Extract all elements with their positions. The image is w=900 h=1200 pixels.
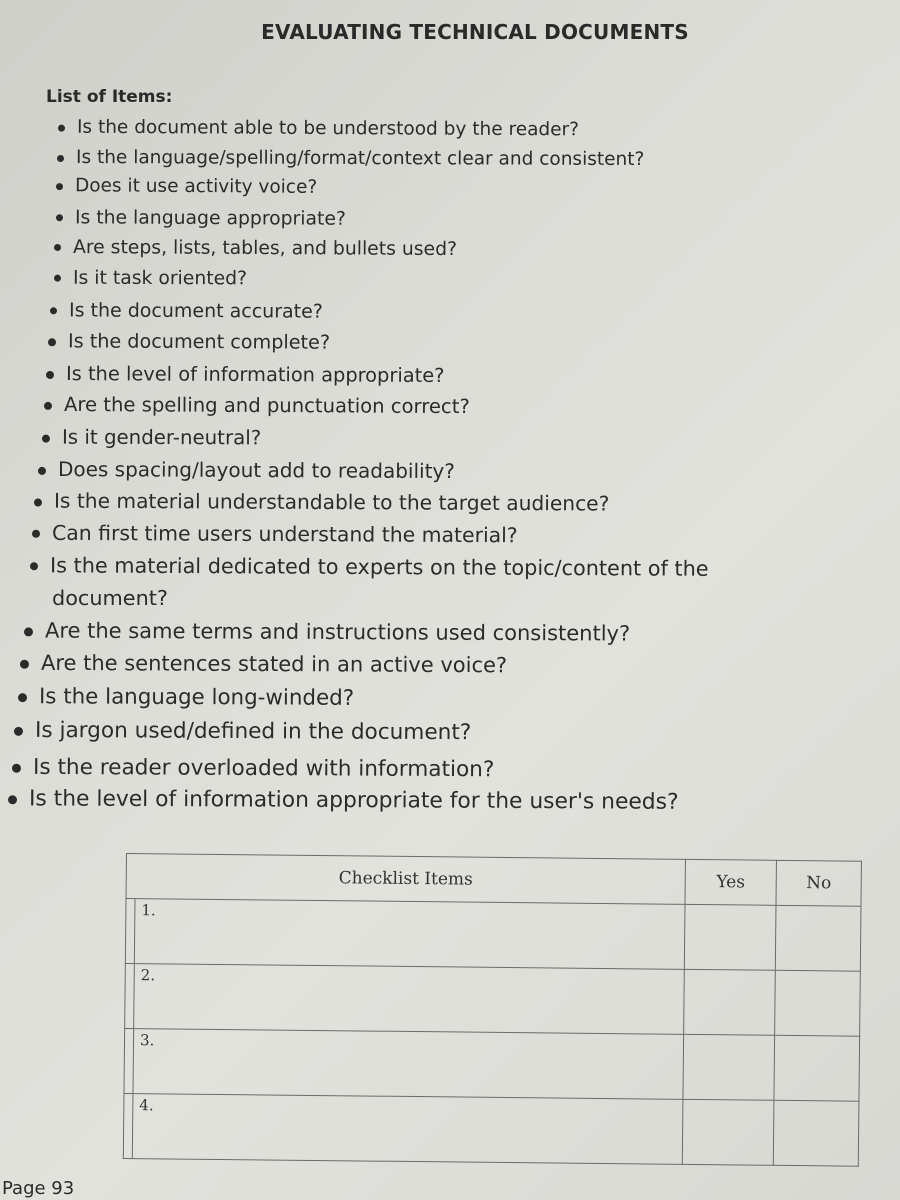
- bullet-icon: [18, 693, 27, 702]
- bullet-icon: [32, 530, 40, 538]
- header-checklist-items: Checklist Items: [126, 854, 685, 905]
- bullet-icon: [58, 124, 65, 131]
- list-item: Are steps, lists, tables, and bullets used?: [54, 237, 457, 260]
- bullet-icon: [14, 726, 23, 735]
- list-item: Is the level of information appropriate for the user's needs?: [8, 786, 679, 815]
- list-item: Is the material understandable to the target audience?: [34, 488, 609, 515]
- bullet-icon: [8, 795, 17, 804]
- bullet-icon: [30, 562, 38, 570]
- bullet-icon: [46, 370, 54, 378]
- list-item: Is the level of information appropriate?: [46, 362, 445, 387]
- list-item: Can first time users understand the material?: [32, 521, 518, 548]
- bullet-icon: [20, 659, 29, 668]
- bullet-icon: [34, 498, 42, 506]
- yes-cell: [684, 969, 776, 1035]
- bullet-icon: [56, 214, 63, 221]
- row-number: 2.: [134, 964, 685, 1035]
- yes-cell: [682, 1099, 774, 1165]
- bullet-icon: [54, 244, 61, 251]
- list-item: Is the material dedicated to experts on the topic/content of the: [30, 553, 709, 581]
- list-item: Does spacing/layout add to readability?: [38, 457, 455, 483]
- bullet-icon: [50, 307, 57, 314]
- row-number: 4.: [132, 1094, 683, 1165]
- bullet-icon: [42, 434, 50, 442]
- table-row: [125, 899, 861, 972]
- list-item-continuation: document?: [52, 586, 168, 610]
- list-item: Are the spelling and punctuation correct?: [44, 393, 470, 418]
- page-title: EVALUATING TECHNICAL DOCUMENTS: [261, 20, 689, 44]
- list-item: Is the language/spelling/format/context clear and consistent?: [57, 147, 644, 170]
- table-row: [125, 963, 861, 1036]
- yes-cell: [684, 904, 776, 970]
- list-item: Is the document able to be understood by the reader?: [58, 117, 579, 141]
- no-cell: [773, 1100, 859, 1166]
- row-number: 3.: [133, 1029, 684, 1100]
- page-number: Page 93: [2, 1178, 75, 1199]
- table-row: [123, 1093, 859, 1166]
- bullet-icon: [48, 338, 56, 346]
- bullet-icon: [38, 466, 46, 474]
- row-number: 1.: [134, 899, 685, 970]
- header-yes: Yes: [685, 859, 776, 905]
- no-cell: [775, 970, 861, 1036]
- bullet-icon: [12, 763, 21, 772]
- bullet-icon: [56, 183, 63, 190]
- no-cell: [774, 1035, 860, 1101]
- bullet-icon: [57, 154, 64, 161]
- header-no: No: [776, 860, 861, 906]
- list-item: Is the language appropriate?: [56, 207, 346, 230]
- no-cell: [775, 905, 861, 971]
- list-item: Is jargon used/defined in the document?: [14, 718, 471, 745]
- list-item: Is it task oriented?: [54, 268, 247, 290]
- bullet-icon: [24, 627, 33, 636]
- bullet-icon: [54, 275, 61, 282]
- list-item: Is the document accurate?: [50, 299, 323, 322]
- list-item: Is it gender-neutral?: [42, 426, 261, 450]
- list-item: Are the same terms and instructions used consistently?: [24, 618, 630, 645]
- list-item: Is the document complete?: [48, 329, 330, 353]
- bullet-icon: [44, 401, 52, 409]
- table-header-row: [126, 854, 861, 907]
- yes-cell: [683, 1034, 775, 1100]
- checklist-table: [123, 853, 862, 1167]
- list-heading: List of Items:: [46, 87, 173, 107]
- list-item: Are the sentences stated in an active voice?: [20, 651, 507, 678]
- table-row: [124, 1028, 860, 1101]
- list-item: Does it use activity voice?: [56, 175, 317, 198]
- list-item: Is the reader overloaded with information?: [12, 755, 494, 783]
- list-item: Is the language long-winded?: [18, 684, 354, 711]
